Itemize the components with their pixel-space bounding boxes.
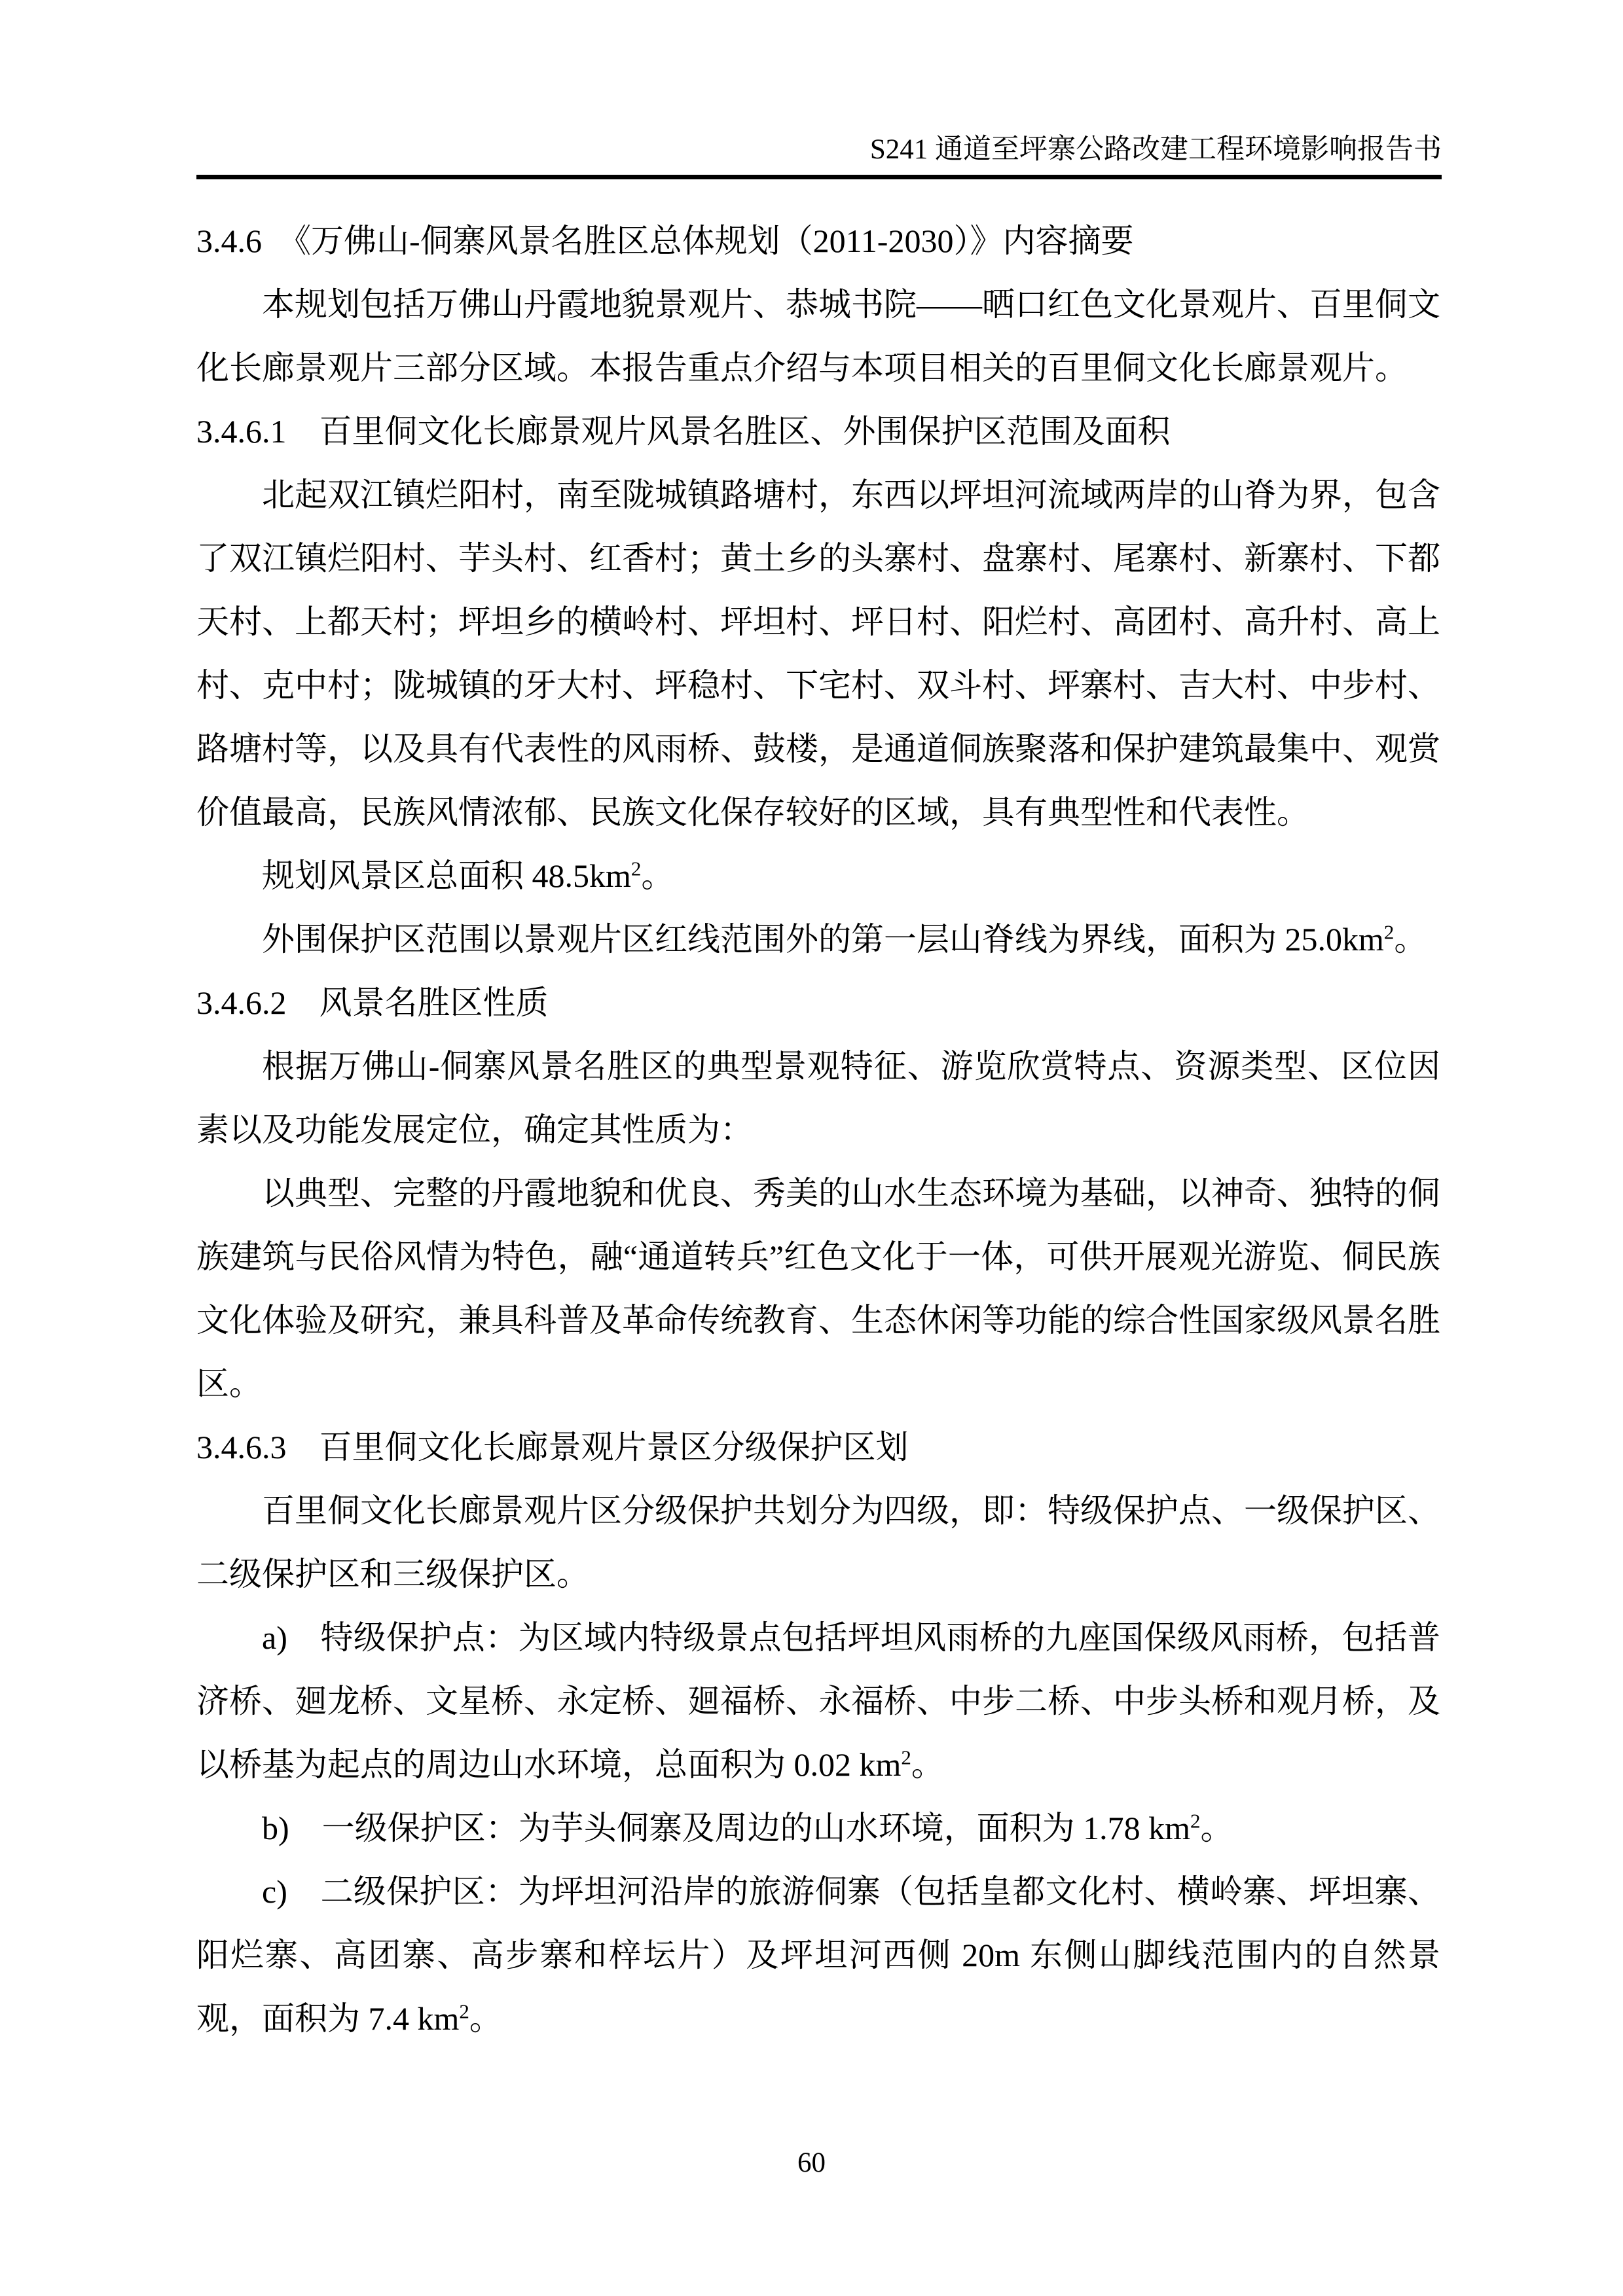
- superscript-2: 2: [1383, 920, 1395, 944]
- section-heading: [196, 1416, 1440, 1479]
- text-segment: 。: [1394, 921, 1427, 958]
- text-segment: 本规划包括万佛山丹霞地貌景观片、恭城书院——晒口红色文化景观片、百里侗文化长廊景观片三部分区域。本报告重点介绍与本项目相关的百里侗文化长廊景观片。: [196, 286, 1440, 386]
- paragraph: [196, 1162, 1440, 1416]
- text-segment: 。: [641, 857, 674, 894]
- text-segment: 。: [911, 1746, 944, 1783]
- paragraph: [196, 1860, 1440, 2051]
- document-content: [196, 209, 1440, 2051]
- superscript-2: 2: [459, 2000, 469, 2023]
- paragraph: [196, 908, 1440, 971]
- section-heading: [196, 971, 1440, 1035]
- text-segment: b) 一级保护区：为芋头侗寨及周边的山水环境，面积为 1.78 km: [262, 1810, 1191, 1846]
- text-segment: 外围保护区范围以景观片区红线范围外的第一层山脊线为界线，面积为 25.0km: [262, 921, 1384, 958]
- paragraph: [196, 1035, 1440, 1162]
- paragraph: [196, 1606, 1440, 1797]
- text-segment: 3.4.6.1 百里侗文化长廊景观片风景名胜区、外围保护区范围及面积: [196, 413, 1171, 450]
- header-title: S241 通道至坪寨公路改建工程环境影响报告书: [869, 134, 1442, 165]
- text-segment: 百里侗文化长廊景观片区分级保护共划分为四级，即：特级保护点、一级保护区、二级保护区和三级保护区。: [196, 1492, 1440, 1592]
- superscript-2: 2: [630, 857, 642, 880]
- text-segment: 3.4.6.3 百里侗文化长廊景观片景区分级保护区划: [196, 1429, 909, 1465]
- page-number: 60: [797, 2147, 826, 2178]
- text-segment: 规划风景区总面积 48.5km: [262, 857, 631, 894]
- text-segment: 3.4.6 《万佛山-侗寨风景名胜区总体规划（2011-2030）》内容摘要: [196, 223, 1134, 259]
- superscript-2: 2: [1190, 1809, 1201, 1833]
- paragraph: [196, 844, 1440, 908]
- text-segment: 以典型、完整的丹霞地貌和优良、秀美的山水生态环境为基础，以神奇、独特的侗族建筑与民俗风情为特色，融“通道转兵”红色文化于一体，可供开展观光游览、侗民族文化体验及研究，兼具科普及革命传统教育、生态休闲等功能的综合性国家级风景名胜区。: [196, 1175, 1440, 1402]
- text-segment: 3.4.6.2 风景名胜区性质: [196, 984, 549, 1021]
- section-heading: [196, 400, 1440, 463]
- paragraph: [196, 273, 1440, 400]
- page-header: [196, 134, 1442, 179]
- text-segment: c) 二级保护区：为坪坦河沿岸的旅游侗寨（包括皇都文化村、横岭寨、坪坦寨、阳烂寨、高团寨、高步寨和梓坛片）及坪坦河西侧 20m 东侧山脚线范围内的自然景观，面积为 7.4 km: [196, 1873, 1440, 2037]
- page-footer: [0, 2149, 1623, 2177]
- section-heading: [196, 209, 1440, 273]
- paragraph: [196, 463, 1440, 844]
- text-segment: 北起双江镇烂阳村，南至陇城镇路塘村，东西以坪坦河流域两岸的山脊为界，包含了双江镇烂阳村、芋头村、红香村；黄土乡的头寨村、盘寨村、尾寨村、新寨村、下都天村、上都天村；坪坦乡的横岭村、坪坦村、坪日村、阳烂村、高团村、高升村、高上村、克中村；陇城镇的牙大村、坪稳村、下宅村、双斗村、坪寨村、吉大村、中步村、路塘村等，以及具有代表性的风雨桥、鼓楼，是通道侗族聚落和保护建筑最集中、观赏价值最高，民族风情浓郁、民族文化保存较好的区域，具有典型性和代表性。: [196, 476, 1440, 831]
- paragraph: [196, 1797, 1440, 1860]
- text-segment: 。: [1200, 1810, 1233, 1846]
- text-segment: 根据万佛山-侗寨风景名胜区的典型景观特征、游览欣赏特点、资源类型、区位因素以及功能发展定位，确定其性质为：: [196, 1048, 1440, 1148]
- paragraph: [196, 1479, 1440, 1606]
- text-segment: 。: [469, 2000, 502, 2037]
- superscript-2: 2: [901, 1746, 911, 1769]
- text-segment: a) 特级保护点：为区域内特级景点包括坪坦风雨桥的九座国保级风雨桥，包括普济桥、廻龙桥、文星桥、永定桥、廻福桥、永福桥、中步二桥、中步头桥和观月桥，及以桥基为起点的周边山水环境，总面积为 0.02 km: [196, 1619, 1440, 1783]
